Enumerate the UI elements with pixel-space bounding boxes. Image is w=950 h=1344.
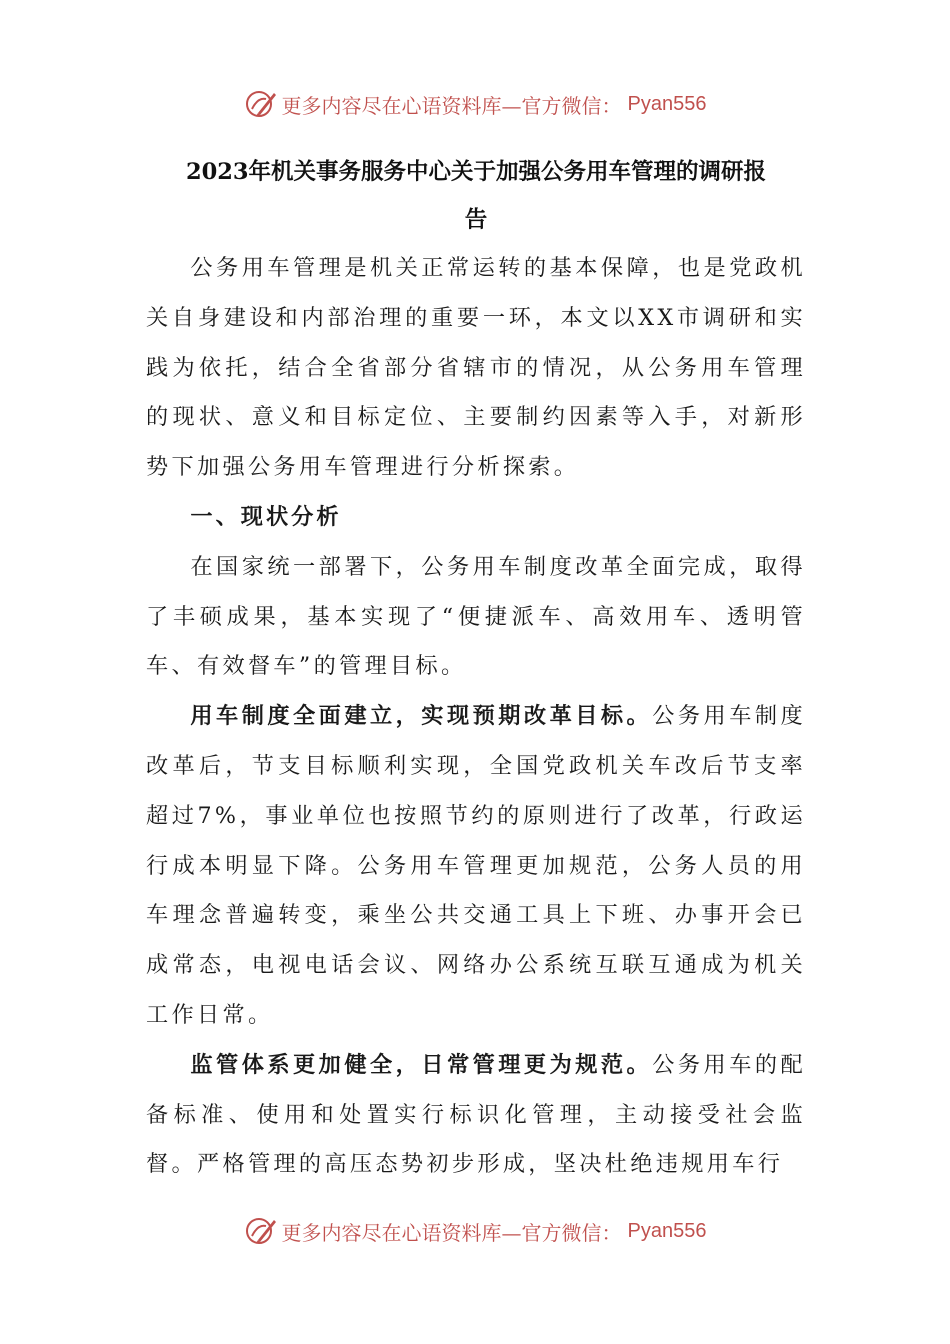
watermark-wechat-id: Pyan556 [627, 1219, 707, 1242]
title-line-1: 2023年机关事务服务中心关于加强公务用车管理的调研报 [185, 159, 767, 185]
watermark-wechat-id: Pyan556 [627, 92, 707, 115]
pen-logo-icon [244, 87, 278, 121]
paragraph-lead-sentence: 监管体系更加健全，日常管理更为规范。 [190, 1051, 653, 1078]
title-line-2: 告 [464, 207, 488, 233]
watermark-text: 更多内容尽在心语资料库—官方微信： [281, 93, 622, 118]
watermark-header [0, 84, 950, 124]
intro-paragraph: 公务用车管理是机关正常运转的基本保障，也是党政机关自身建设和内部治理的重要一环，本文以XX市调研和实践为依托，结合全省部分省辖市的情况，从公务用车管理的现状、意义和目标定位、主要制约因素等入手，对新形势下加强公务用车管理进行分析探索。 [146, 255, 806, 481]
section1-paragraph-1: 在国家统一部署下，公务用车制度改革全面完成，取得了丰硕成果，基本实现了“便捷派车、高效用车、透明管车、有效督车”的管理目标。 [146, 553, 806, 680]
watermark-footer [0, 1211, 950, 1251]
section-heading-1: 一、现状分析 [190, 503, 342, 530]
paragraph-lead-sentence: 用车制度全面建立，实现预期改革目标。 [190, 703, 653, 730]
document-title [146, 148, 806, 244]
paragraph-body-text: 公务用车制度改革后，节支目标顺利实现，全国党政机关车改后节支率超过7%，事业单位也按照节约的原则进行了改革，行政运行成本明显下降。公务用车管理更加规范，公务人员的用车理念普遍转变，乘坐公共交通工具上下班、办事开会已成常态，电视电话会议、网络办公系统互联互通成为机关工作日常。 [146, 703, 806, 1028]
paragraph-body-text: 公务用车的配备标准、使用和处置实行标识化管理，主动接受社会监督。严格管理的高压态势初步形成，坚决杜绝违规用车行 [146, 1051, 806, 1178]
section1-paragraph-2 [146, 692, 806, 1041]
document-body [146, 148, 806, 1190]
watermark-text: 更多内容尽在心语资料库—官方微信： [281, 1220, 622, 1245]
pen-logo-icon [244, 1214, 278, 1248]
section1-paragraph-3 [146, 1041, 806, 1190]
